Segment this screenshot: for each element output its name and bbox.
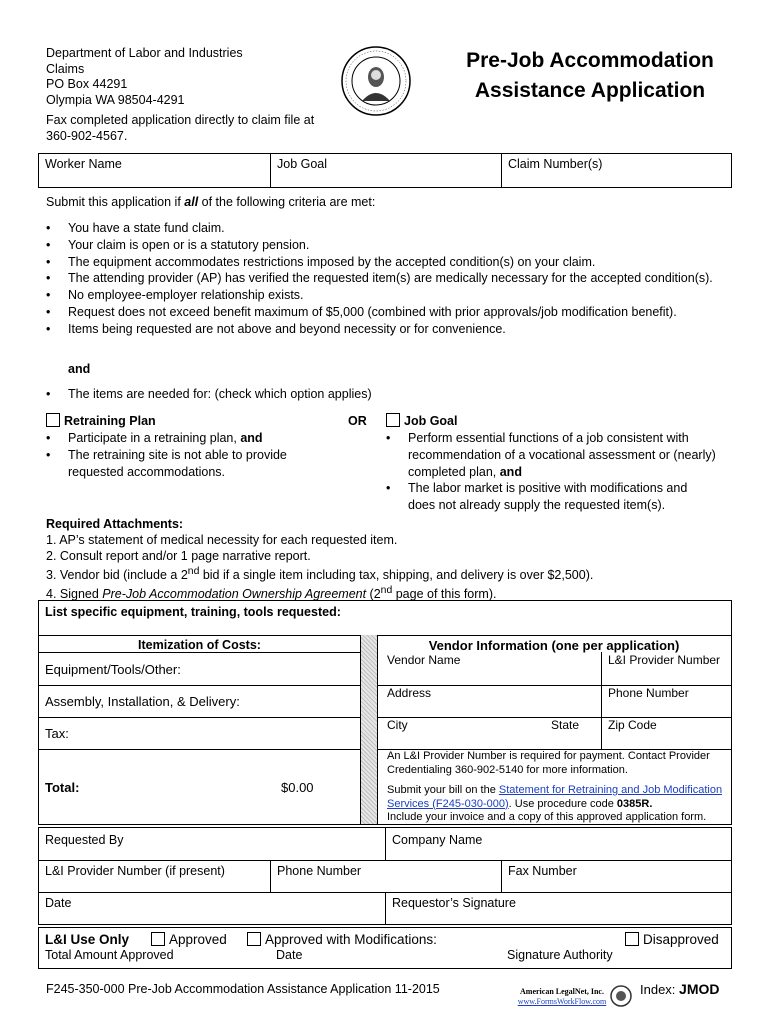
li-use-section [38, 927, 732, 969]
vendor-zip-field[interactable]: Zip Code [608, 718, 657, 732]
list-item [46, 430, 316, 447]
worker-name-field[interactable]: Worker Name [45, 157, 122, 171]
equipment-list-label: List specific equipment, training, tools requested: [45, 605, 341, 619]
legalnet-logo-icon [610, 985, 632, 1007]
index-label: Index: [640, 982, 680, 997]
assembly-field[interactable]: Assembly, Installation, & Delivery: [45, 694, 240, 709]
and-label: and [68, 362, 91, 376]
attachment-text: (2 [366, 587, 381, 602]
title-line: Assistance Application [474, 79, 706, 102]
provider-number-note: An L&I Provider Number is required for payment. Contact Provider Credentialing 360-902-5140 for more information. [387, 750, 710, 776]
procedure-code: 0385R. [616, 797, 653, 810]
list-item: • The attending provider (AP) has verified the requested item(s) are medically necessary for the accepted condition(s). [46, 270, 726, 287]
requested-by-field[interactable]: Requested By [45, 833, 124, 847]
list-item: • The equipment accommodates restrictions imposed by the accepted condition(s) on your claim. [46, 254, 726, 271]
requestor-signature-field[interactable]: Requestor’s Signature [392, 896, 516, 910]
list-item: • The items are needed for: (check which option applies) [46, 386, 726, 403]
request-date-field[interactable]: Date [45, 896, 72, 910]
job-goal-item-text: Perform essential functions of a job consistent with recommendation of a vocational assessment or (nearly) completed plan, [408, 431, 716, 479]
ownership-agreement-title: Pre-Job Accommodation Ownership Agreement [102, 587, 367, 602]
job-goal-option [386, 413, 457, 428]
total-amount-approved-field[interactable]: Total Amount Approved [45, 948, 174, 962]
legalnet-badge [512, 987, 612, 1007]
approved-mod-checkbox[interactable] [247, 932, 261, 946]
address-line: Claims [46, 61, 85, 76]
list-item: • No employee-employer relationship exists. [46, 287, 726, 304]
disapproved-option [619, 929, 725, 950]
shaded-divider [360, 635, 377, 824]
attachment-text: 4. Signed [46, 587, 103, 602]
li-provider-number-field[interactable]: L&I Provider Number (if present) [45, 864, 225, 878]
equipment-tools-field[interactable]: Equipment/Tools/Other: [45, 662, 181, 677]
phone-number-field[interactable]: Phone Number [277, 864, 362, 878]
bill-text: Submit your bill on the [387, 784, 499, 796]
list-item: • Items being requested are not above and beyond necessity or for convenience. [46, 321, 726, 338]
criteria-intro-text: of the following criteria are met: [198, 195, 376, 209]
signature-authority-field[interactable]: Signature Authority [507, 948, 613, 962]
vendor-name-field[interactable]: Vendor Name [387, 653, 461, 667]
fax-number-field[interactable]: Fax Number [508, 864, 577, 878]
legalnet-url[interactable]: www.FormsWorkFlow.com [517, 997, 607, 1006]
retraining-item-bold: and [240, 431, 263, 445]
list-item: • The retraining site is not able to provide requested accommodations. [46, 447, 316, 481]
fax-instructions [46, 113, 346, 144]
list-item: • Request does not exceed benefit maximum of $5,000 (combined with prior approvals/job modification benefit). [46, 304, 726, 321]
worker-info-box [38, 153, 732, 188]
attachments-list [46, 532, 746, 602]
address-line: PO Box 44291 [46, 77, 128, 91]
total-value[interactable]: $0.00 [281, 780, 314, 795]
approved-label: Approved [169, 932, 227, 947]
disapproved-checkbox[interactable] [625, 932, 639, 946]
statement-link[interactable]: Statement for Retraining and Job Modification Services (F245-030-000) [387, 784, 723, 810]
job-goal-label: Job Goal [404, 414, 458, 428]
bill-text: . Use procedure code [508, 797, 617, 810]
form-title [420, 46, 760, 106]
bill-instructions [381, 781, 731, 828]
tax-field[interactable]: Tax: [45, 726, 69, 741]
index-code [640, 981, 719, 997]
requestor-section [38, 827, 732, 925]
criteria-intro [46, 195, 746, 209]
provider-number-field[interactable]: L&I Provider Number [608, 653, 721, 667]
list-item: • You have a state fund claim. [46, 220, 726, 237]
list-item: • The labor market is positive with modifications and does not already supply the requested item(s). [386, 480, 716, 514]
fax-line: 360-902-4567. [46, 128, 128, 143]
list-item: 2. Consult report and/or 1 page narrative report. [46, 549, 311, 563]
list-item: • Your claim is open or is a statutory pension. [46, 237, 726, 254]
attachment-text: page of this form). [392, 587, 497, 602]
approved-checkbox[interactable] [151, 932, 165, 946]
job-goal-item-bold: and [499, 464, 522, 479]
fax-line: Fax completed application directly to claim file at [46, 113, 315, 127]
approved-mod-label: Approved with Modifications: [265, 932, 437, 947]
approval-date-field[interactable]: Date [276, 948, 303, 962]
list-item [386, 430, 716, 480]
retraining-plan-checkbox[interactable] [46, 413, 60, 427]
criteria-intro-text: Submit this application if [46, 195, 185, 209]
attachment-text: 3. Vendor bid (include a 2 [46, 568, 188, 583]
criteria-intro-emphasis: all [184, 195, 199, 209]
company-name-field[interactable]: Company Name [392, 833, 483, 847]
equipment-section [38, 600, 732, 825]
retraining-list [46, 430, 316, 480]
itemization-heading: Itemization of Costs: [138, 638, 261, 652]
address-line: Department of Labor and Industries [46, 46, 243, 60]
job-goal-list [386, 430, 716, 514]
title-line: Pre-Job Accommodation [466, 49, 714, 72]
attachments-heading: Required Attachments: [46, 517, 184, 531]
disapproved-label: Disapproved [643, 932, 719, 947]
job-goal-field[interactable]: Job Goal [277, 157, 328, 171]
bill-text: Include your invoice and a copy of this approved application form. [387, 811, 707, 823]
vendor-state-field[interactable]: State [551, 718, 580, 732]
index-value: JMOD [679, 981, 720, 997]
criteria-list [46, 220, 726, 338]
attachment-text: bid if a single item including tax, shipping, and delivery is over $2,500). [199, 568, 594, 583]
form-id: F245-350-000 Pre-Job Accommodation Assistance Application 11-2015 [46, 982, 440, 996]
legalnet-name: American LegalNet, Inc. [520, 987, 604, 996]
li-use-label: L&I Use Only [45, 932, 130, 947]
total-label: Total: [45, 780, 80, 795]
list-item [46, 564, 746, 583]
department-address [46, 46, 243, 108]
retraining-plan-option [46, 413, 156, 428]
or-label: OR [348, 414, 367, 428]
vendor-address-field[interactable]: Address [387, 686, 432, 700]
attachment-sup: nd [380, 585, 393, 597]
needed-for-list [46, 386, 726, 403]
address-line: Olympia WA 98504-4291 [46, 92, 185, 107]
attachment-sup: nd [187, 566, 200, 577]
retraining-item-text: Participate in a retraining plan, [68, 431, 241, 445]
claim-number-field[interactable]: Claim Number(s) [508, 157, 603, 171]
list-item: 1. AP’s statement of medical necessity for each requested item. [46, 533, 398, 547]
state-seal-icon [340, 45, 412, 117]
vendor-heading: Vendor Information (one per application) [428, 638, 680, 653]
retraining-plan-label: Retraining Plan [64, 414, 156, 428]
vendor-city-field[interactable]: City [387, 718, 408, 732]
vendor-phone-field[interactable]: Phone Number [608, 686, 689, 700]
job-goal-checkbox[interactable] [386, 413, 400, 427]
